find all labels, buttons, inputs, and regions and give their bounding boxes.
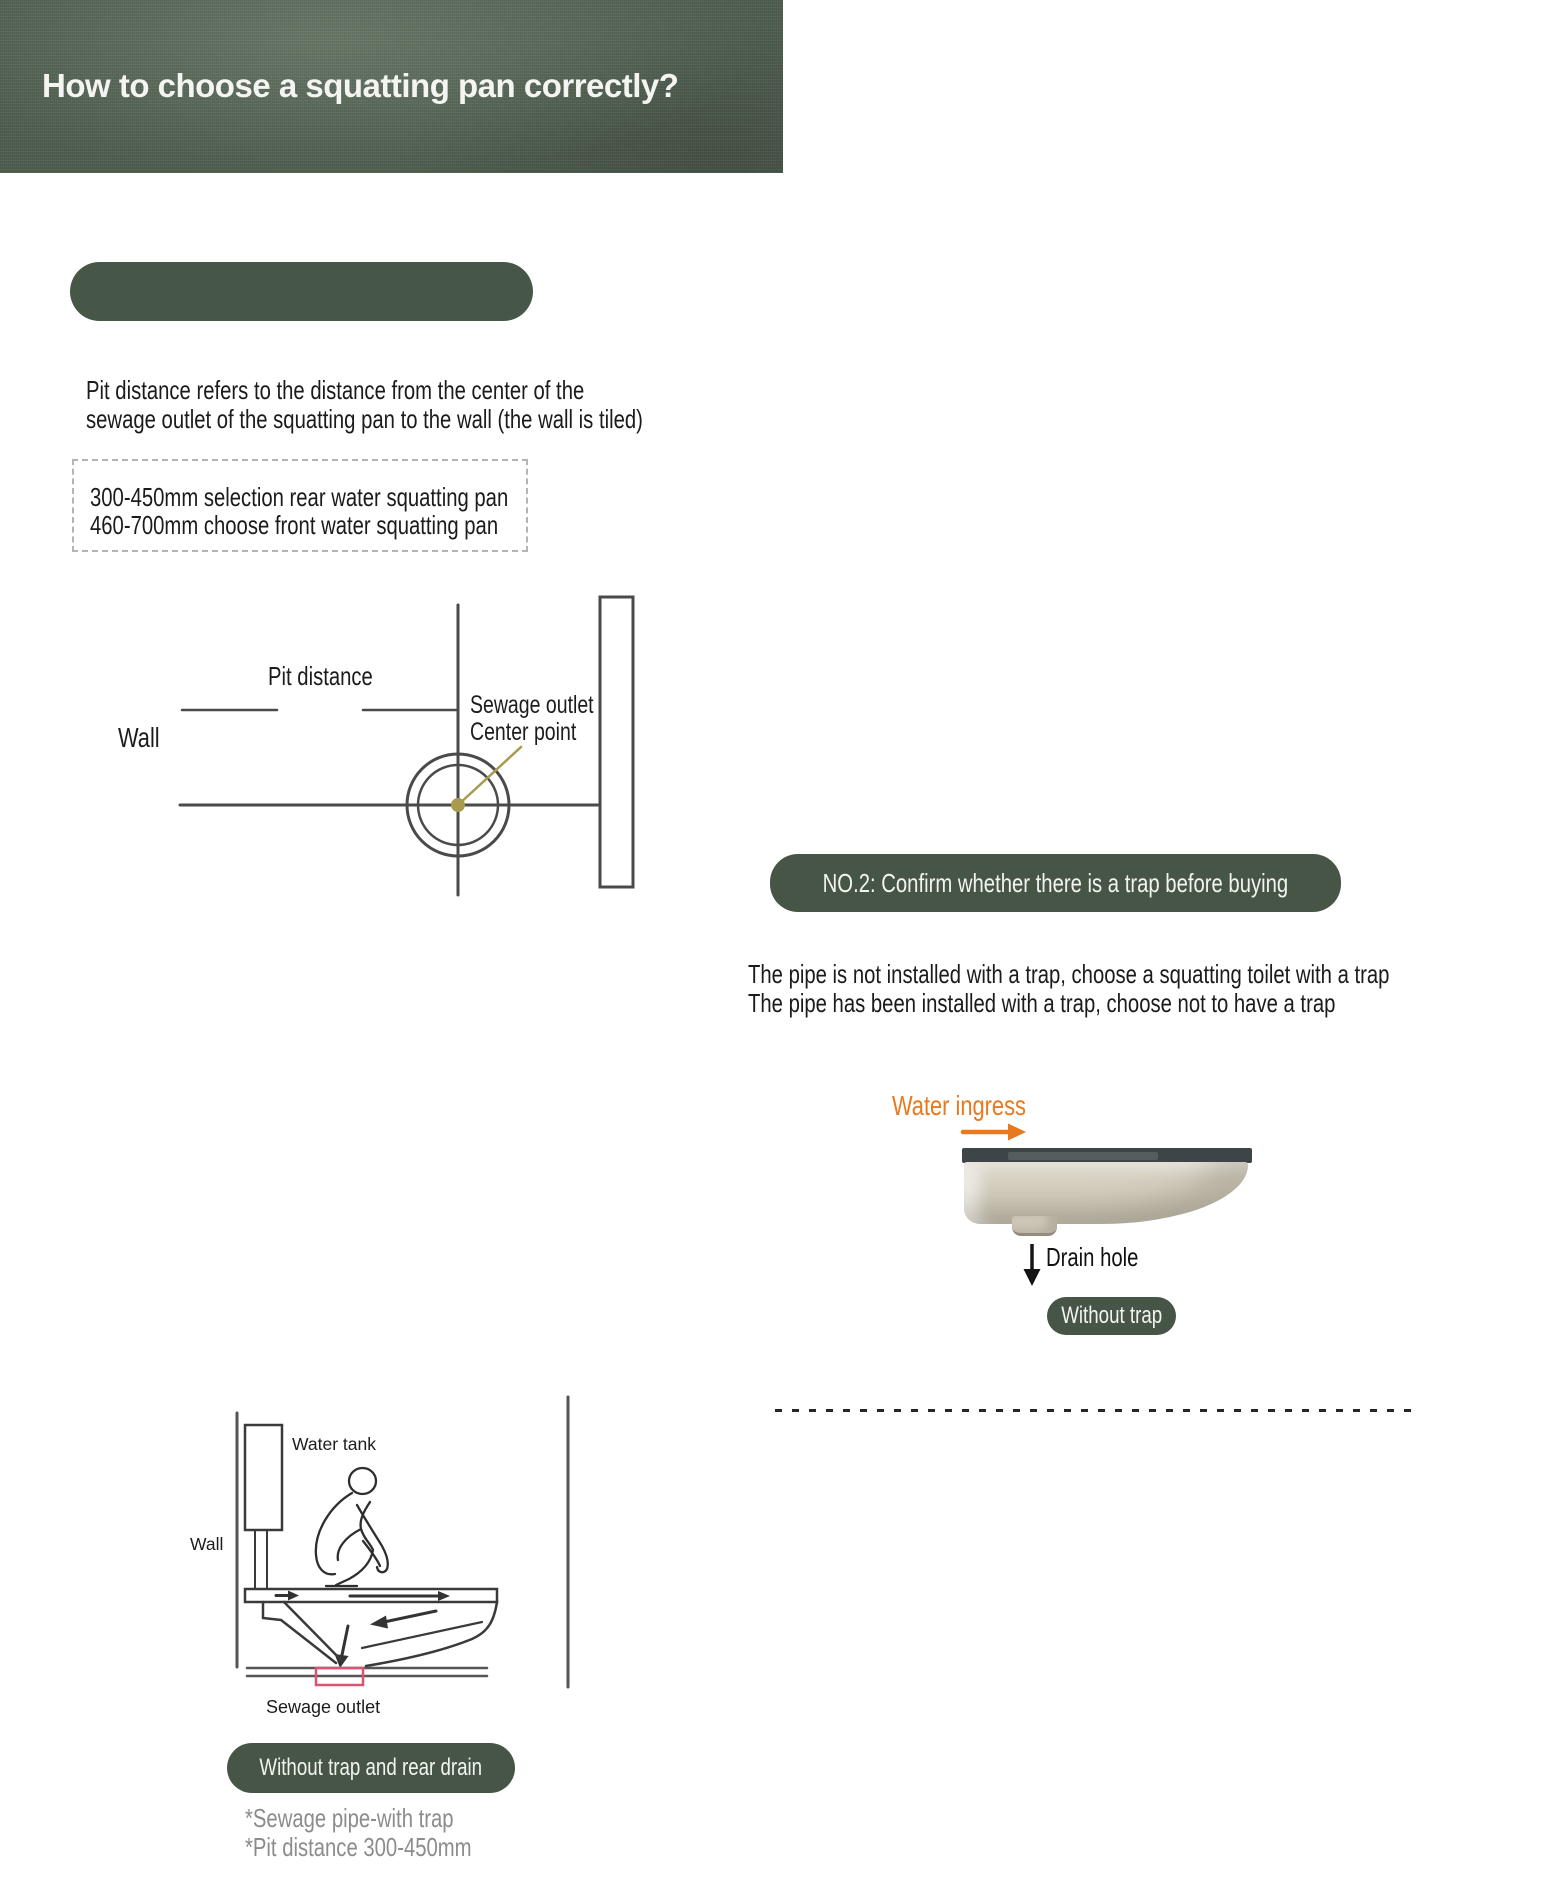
- pan-top-rim: [962, 1148, 1252, 1163]
- footnote-2: *Pit distance 300-450mm: [245, 1832, 472, 1862]
- trap-advice-line-1: The pipe is not installed with a trap, choose a squatting toilet with a trap: [748, 959, 1390, 989]
- bowl-left-outer: [263, 1602, 336, 1663]
- sewage-outlet-highlight: [316, 1668, 363, 1685]
- footnotes: [245, 1804, 535, 1862]
- center-pointer-line: [458, 747, 521, 805]
- section1-heading-pill: [70, 262, 533, 321]
- squatting-pan-image: [960, 1146, 1256, 1242]
- drain-arrow-icon: [1024, 1244, 1041, 1286]
- intro-line-1: Pit distance refers to the distance from the center of the: [86, 375, 585, 405]
- dotted-divider: [775, 1409, 1421, 1412]
- water-tank-label: Water tank: [292, 1434, 376, 1454]
- flow-arrows: [276, 1591, 450, 1669]
- page-title: How to choose a squatting pan correctly?: [42, 67, 679, 104]
- water-ingress-arrow-icon: [963, 1124, 1026, 1141]
- intro-line-2: sewage outlet of the squatting pan to the wall (the wall is tiled): [86, 403, 643, 434]
- center-point-dot: [451, 798, 465, 812]
- section2-heading-badge: NO.2: Confirm whether there is a trap before buying: [770, 854, 1341, 912]
- pit-distance-intro: [86, 376, 800, 433]
- wall-label-2: Wall: [190, 1534, 224, 1554]
- water-ingress-label: Water ingress: [892, 1090, 1026, 1121]
- water-tank-shape: [245, 1425, 282, 1530]
- tip-line-2: 460-700mm choose front water squatting pan: [90, 509, 499, 540]
- sewage-outlet-label: Sewage outlet: [266, 1697, 381, 1717]
- bowl-inner-slope: [362, 1622, 482, 1648]
- pit-distance-tip-text: [90, 484, 626, 539]
- without-trap-rear-drain-badge: Without trap and rear drain: [227, 1743, 515, 1793]
- pit-distance-diagram: [180, 597, 633, 895]
- pit-distance-label: Pit distance: [268, 661, 373, 691]
- without-trap-badge: Without trap: [1047, 1297, 1176, 1335]
- trap-advice-text: [748, 960, 1558, 1017]
- header-banner: [0, 0, 783, 173]
- sewage-outlet-center-label: Sewage outlet Center point: [470, 691, 594, 746]
- trap-advice-line-2: The pipe has been installed with a trap, choose not to have a trap: [748, 987, 1336, 1018]
- pan-opening: [1008, 1152, 1158, 1160]
- drain-hole-label: Drain hole: [1046, 1242, 1139, 1272]
- bowl-left-inner: [284, 1602, 342, 1661]
- tip-line-1: 300-450mm selection rear water squatting pan: [90, 482, 509, 512]
- installation-diagram: [237, 1397, 568, 1687]
- wall-label: Wall: [118, 722, 160, 753]
- squatting-person-figure: [316, 1468, 388, 1586]
- bowl-right-outer: [366, 1602, 497, 1666]
- footnote-1: *Sewage pipe-with trap: [245, 1803, 454, 1833]
- pan-platform: [245, 1589, 497, 1602]
- pan-drain-stub: [1012, 1216, 1057, 1236]
- pan-body: [964, 1162, 1248, 1224]
